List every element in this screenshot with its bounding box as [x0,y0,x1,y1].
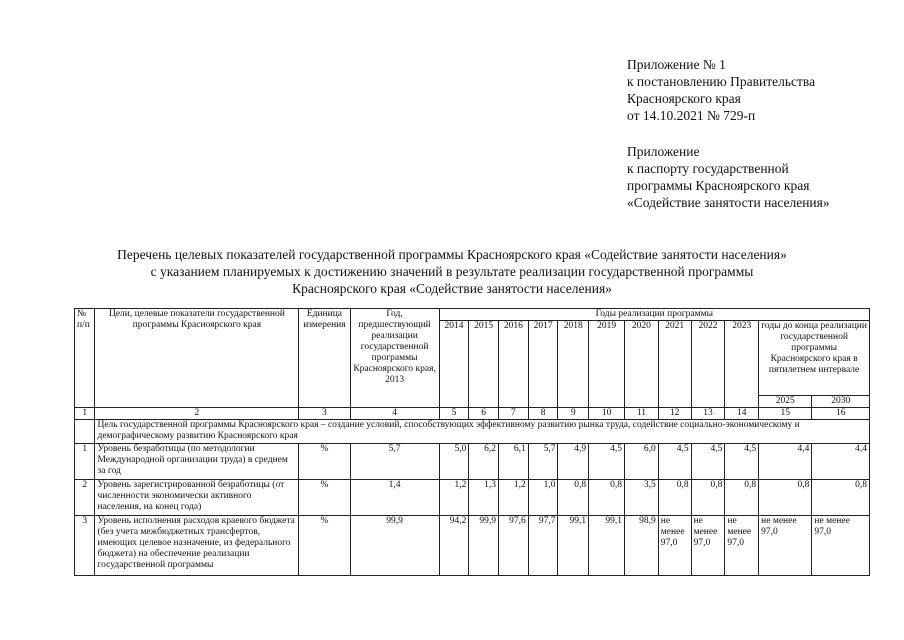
col-number: 4 [350,408,439,420]
header-five-year: годы до конца реализации государственной программы Красноярского края в пятилетнем интервале [759,321,870,396]
col-number: 14 [725,408,759,420]
row-year-value: 5,7 [528,444,558,480]
col-number: 13 [691,408,725,420]
col-number: 5 [439,408,469,420]
row-year-value: 99,9 [469,516,499,576]
header-year: 2020 [625,321,659,408]
header-year: 2017 [528,321,558,408]
row-year-value: 6,0 [625,444,659,480]
appendix-2-line: к паспорту государственной [627,161,789,176]
row-year-value: 0,8 [725,480,759,516]
row-year-value: 6,1 [499,444,529,480]
row-unit: % [299,516,350,576]
header-years-group: Годы реализации программы [439,309,869,321]
header-2025: 2025 [759,396,812,408]
row-base: 1,4 [350,480,439,516]
row-2025-value: не менее 97,0 [759,516,812,576]
row-base: 5,7 [350,444,439,480]
goal-row-text: Цель государственной программы Красноярского края – создание условий, способствующих эффективному развитию рынка труда, содействие социально-экономическому и демографическому развитию Красноярского края [95,420,870,444]
row-year-value: 0,8 [558,480,589,516]
row-year-value: не менее 97,0 [725,516,759,576]
row-num: 1 [75,444,95,480]
targets-table [74,308,870,576]
table-row [75,516,870,576]
col-number: 6 [469,408,499,420]
row-year-value: 1,2 [499,480,529,516]
appendix-2-line: «Содействие занятости населения» [627,195,830,210]
col-number: 12 [658,408,691,420]
document-title [0,246,904,297]
col-number: 15 [759,408,812,420]
title-line: с указанием планируемых к достижению значений в результате реализации государственной программы [150,264,754,279]
appendix-1-line: к постановлению Правительства [627,74,816,89]
row-year-value: 97,6 [499,516,529,576]
row-num: 3 [75,516,95,576]
row-year-value: 6,2 [469,444,499,480]
row-year-value: 94,2 [439,516,469,576]
header-num: № п/п [75,309,95,408]
row-year-value: 4,9 [558,444,589,480]
row-year-value: 1,2 [439,480,469,516]
header-base-year: Год, предшествующий реализации государственной программы Красноярского края, 2013 [350,309,439,408]
row-name: Уровень безработицы (по методологии Международной организации труда) в среднем за год [95,444,299,480]
header-year: 2014 [439,321,469,408]
header-unit: Единица измерения [299,309,350,408]
row-name: Уровень исполнения расходов краевого бюджета (без учета межбюджетных трансфертов, имеющих целевое назначение, из федерального бюджета) на обеспечение реализации государственной программы [95,516,299,576]
col-number: 9 [558,408,589,420]
row-2030-value: 0,8 [812,480,870,516]
row-year-value: 97,7 [528,516,558,576]
appendix-1-line: Красноярского края [627,91,741,106]
row-year-value: 4,5 [691,444,725,480]
row-unit: % [299,444,350,480]
row-year-value: 98,9 [625,516,659,576]
appendix-1-block [627,56,815,124]
col-number: 10 [589,408,625,420]
row-year-value: не менее 97,0 [691,516,725,576]
row-year-value: 0,8 [658,480,691,516]
header-year: 2016 [499,321,529,408]
header-year: 2021 [658,321,691,408]
appendix-2-line: программы Красноярского края [627,178,810,193]
row-year-value: не менее 97,0 [658,516,691,576]
row-2030-value: 4,4 [812,444,870,480]
header-year: 2015 [469,321,499,408]
row-year-value: 4,5 [725,444,759,480]
header-year: 2023 [725,321,759,408]
goal-row-num [75,420,95,444]
row-year-value: 3,5 [625,480,659,516]
col-number: 1 [75,408,95,420]
title-line: Красноярского края «Содействие занятости населения» [292,281,612,296]
col-number: 11 [625,408,659,420]
col-number: 16 [812,408,870,420]
header-2030: 2030 [812,396,870,408]
appendix-2-block [627,143,830,211]
row-unit: % [299,480,350,516]
header-goal: Цели, целевые показатели государственной программы Красноярского края [95,309,299,408]
header-year: 2018 [558,321,589,408]
row-2025-value: 4,4 [759,444,812,480]
row-base: 99,9 [350,516,439,576]
header-year: 2022 [691,321,725,408]
row-year-value: 4,5 [589,444,625,480]
row-year-value: 4,5 [658,444,691,480]
row-year-value: 1,3 [469,480,499,516]
row-name: Уровень зарегистрированной безработицы (от численности экономически активного населения, на конец года) [95,480,299,516]
col-number: 2 [95,408,299,420]
row-2025-value: 0,8 [759,480,812,516]
row-year-value: 0,8 [589,480,625,516]
col-number: 8 [528,408,558,420]
row-year-value: 5,0 [439,444,469,480]
row-num: 2 [75,480,95,516]
col-number: 3 [299,408,350,420]
appendix-1-line: Приложение № 1 [627,57,726,72]
row-year-value: 99,1 [589,516,625,576]
table-row [75,480,870,516]
row-year-value: 1,0 [528,480,558,516]
appendix-2-line: Приложение [627,144,700,159]
column-numbers-row [75,408,870,420]
row-year-value: 0,8 [691,480,725,516]
col-number: 7 [499,408,529,420]
table-row [75,444,870,480]
row-2030-value: не менее 97,0 [812,516,870,576]
header-year: 2019 [589,321,625,408]
row-year-value: 99,1 [558,516,589,576]
title-line: Перечень целевых показателей государственной программы Красноярского края «Содействие занятости населения» [117,247,787,262]
appendix-1-line: от 14.10.2021 № 729-п [627,108,756,123]
